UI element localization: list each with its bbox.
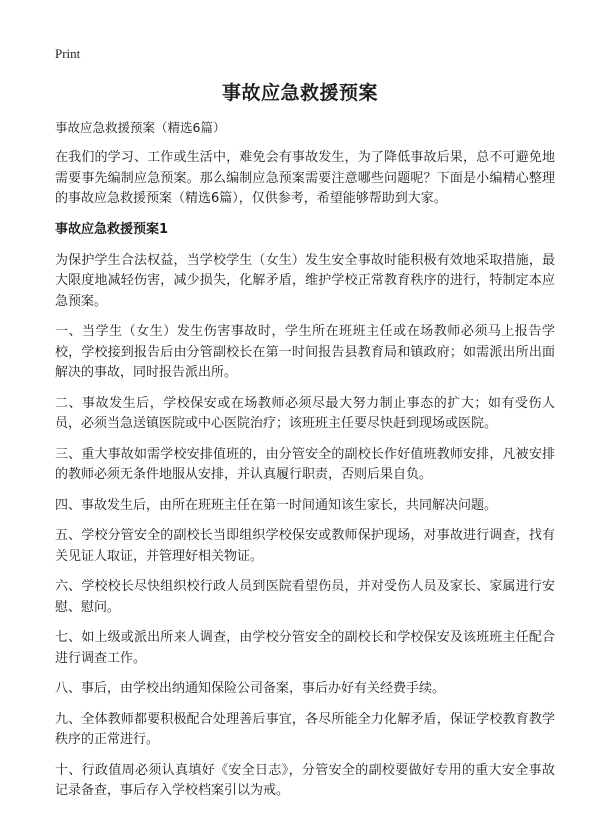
section-paragraph: 五、学校分管安全的副校长当即组织学校保安或教师保护现场，对事故进行调查，找有关见证人取证，并管理好相关物证。	[55, 528, 555, 564]
document-body	[55, 119, 555, 812]
section-heading: 事故应急救援预案1	[55, 221, 169, 237]
section-paragraph: 四、事故发生后，由所在班班主任在第一时间通知该生家长，共同解决问题。	[55, 497, 498, 513]
section-paragraph: 为保护学生合法权益，当学校学生（女生）发生安全事故时能积极有效地采取措施，最大限度地减轻伤害，减少损失，化解矛盾，维护学校正常教育秩序的进行，特制定本应急预案。	[55, 252, 555, 309]
section-paragraph: 七、如上级或派出所来人调查，由学校分管安全的副校长和学校保安及该班班主任配合进行调查工作。	[55, 630, 555, 666]
section-paragraph: 八、事后，由学校出纳通知保险公司备案，事后办好有关经费手续。	[55, 681, 446, 696]
section-paragraph: 十、行政值周必须认真填好《安全日志》，分管安全的副校要做好专用的重大安全事故记录备查，事后存入学校档案引以为戒。	[55, 762, 555, 798]
section-paragraph: 六、学校校长尽快组织校行政人员到医院看望伤员，并对受伤人员及家长、家属进行安慰、慰问。	[55, 579, 555, 615]
section-paragraph: 一、当学生（女生）发生伤害事故时，学生所在班班主任或在场教师必须马上报告学校，学校接到报告后由分管副校长在第一时间报告县教育局和镇政府；如需派出所出面解决的事故，同时报告派出所。	[55, 324, 555, 380]
print-label[interactable]: Print	[55, 46, 81, 61]
section-paragraph: 九、全体教师都要积极配合处理善后事宜，各尽所能全力化解矛盾，保证学校教育教学秩序的正常进行。	[55, 711, 555, 747]
document-subtitle: 事故应急救援预案（精选6篇）	[55, 120, 226, 135]
intro-paragraph: 在我们的学习、工作或生活中，难免会有事故发生，为了降低事故后果，总不可避免地需要事先编制应急预案。那么编制应急预案需要注意哪些问题呢？下面是小编精心整理的事故应急救援预案（精选6篇），仅供参考，希望能够帮助到大家。	[55, 150, 555, 206]
section-paragraph: 二、事故发生后，学校保安或在场教师必须尽最大努力制止事态的扩大；如有受伤人员，必须当急送镇医院或中心医院治疗；该班班主任要尽快赶到现场或医院。	[55, 395, 555, 431]
page-title: 事故应急救援预案	[221, 82, 378, 104]
section-paragraph: 三、重大事故如需学校安排值班的，由分管安全的副校长作好值班教师安排，凡被安排的教师必须无条件地服从安排，并认真履行职责，否则后果自负。	[55, 446, 555, 482]
